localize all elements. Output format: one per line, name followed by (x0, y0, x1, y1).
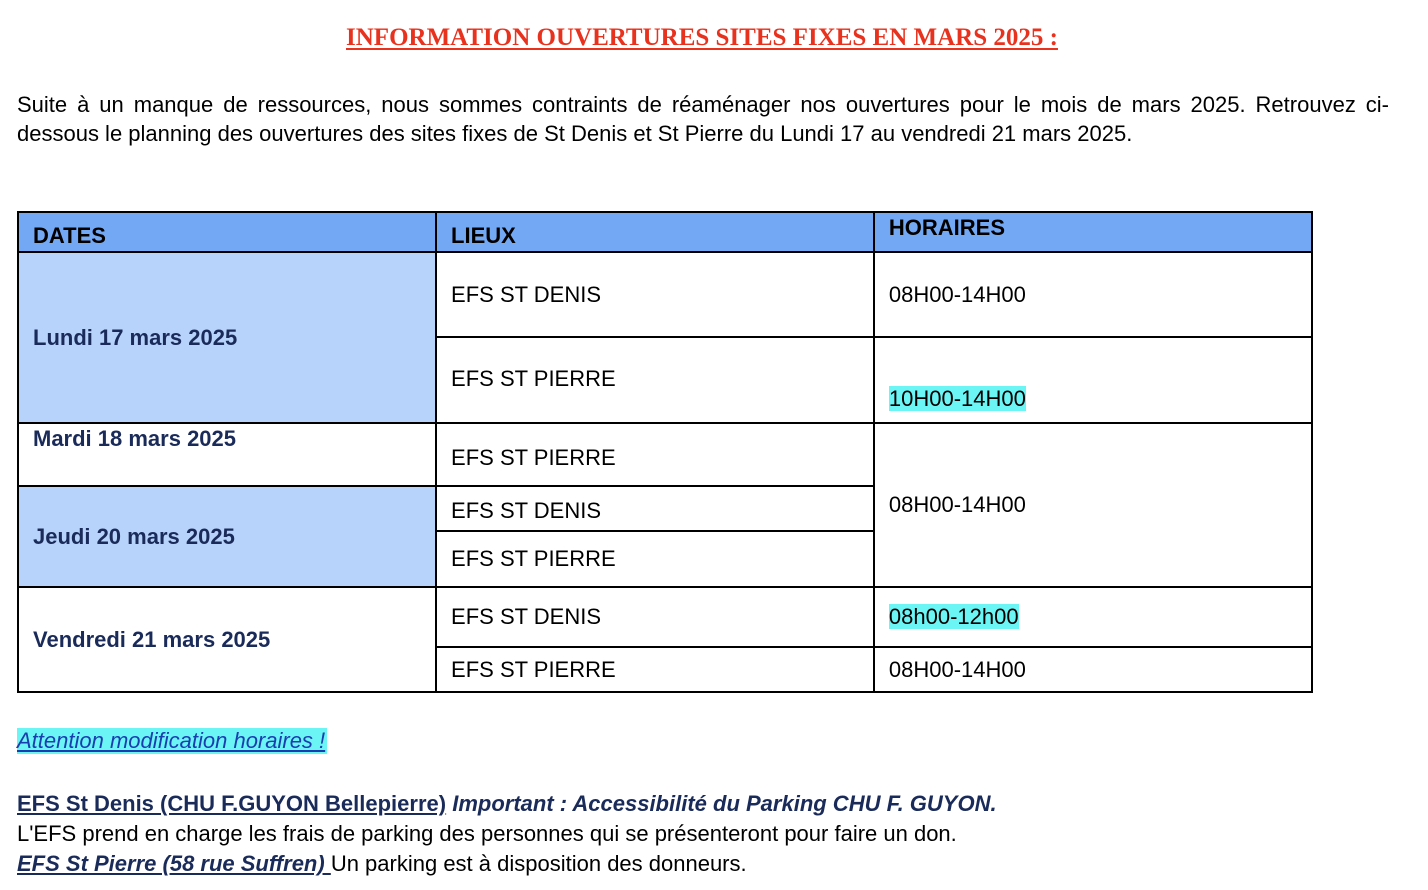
table-row (18, 423, 1312, 486)
schedule-table (17, 211, 1313, 693)
date-cell-jeudi: Jeudi 20 mars 2025 (18, 486, 436, 587)
header-dates: DATES (18, 212, 436, 252)
horaire-cell (874, 337, 1312, 423)
lieu-cell: EFS ST PIERRE (436, 423, 874, 486)
horaire-cell (874, 587, 1312, 647)
horaire-cell-merged: 08H00-14H00 (874, 423, 1312, 587)
header-lieux: LIEUX (436, 212, 874, 252)
lieu-cell: EFS ST PIERRE (436, 531, 874, 587)
lieu-cell: EFS ST PIERRE (436, 647, 874, 692)
intro-paragraph: Suite à un manque de ressources, nous sommes contraints de réaménager nos ouvertures pour le mois de mars 2025. Retrouvez ci-dessous le planning des ouvertures des sites fixes de St Denis et St Pierre du Lundi 17 au vendredi 21 mars 2025. (17, 92, 1389, 146)
date-cell-vendredi: Vendredi 21 mars 2025 (18, 587, 436, 692)
st-denis-line (17, 789, 1417, 819)
highlighted-horaire: 10H00-14H00 (888, 386, 1026, 411)
lieu-cell: EFS ST DENIS (436, 486, 874, 531)
st-pierre-text: Un parking est à disposition des donneurs. (330, 851, 747, 876)
st-pierre-label: EFS St Pierre (58 rue Suffren) (17, 851, 331, 876)
table-row (18, 252, 1312, 337)
parking-line: L'EFS prend en charge les frais de parking des personnes qui se présenteront pour faire un don. (17, 821, 957, 846)
table-row (18, 587, 1312, 647)
document-title: INFORMATION OUVERTURES SITES FIXES EN MARS 2025 : (346, 24, 1058, 51)
st-denis-label: EFS St Denis (CHU F.GUYON Bellepierre) (17, 791, 447, 816)
lieu-cell: EFS ST PIERRE (436, 337, 874, 423)
date-cell-mardi: Mardi 18 mars 2025 (18, 423, 436, 486)
st-denis-important: Important : Accessibilité du Parking CHU F. GUYON. (446, 791, 997, 816)
site-info (17, 789, 1417, 879)
lieu-cell: EFS ST DENIS (436, 252, 874, 337)
horaire-cell: 08H00-14H00 (874, 647, 1312, 692)
date-cell-lundi: Lundi 17 mars 2025 (18, 252, 436, 423)
horaire-cell: 08H00-14H00 (874, 252, 1312, 337)
st-pierre-line (17, 849, 1417, 879)
header-horaires: HORAIRES (874, 212, 1312, 252)
table-header-row (18, 212, 1312, 252)
lieu-cell: EFS ST DENIS (436, 587, 874, 647)
attention-note: Attention modification horaires ! (17, 728, 326, 753)
highlighted-horaire: 08h00-12h00 (888, 604, 1019, 629)
